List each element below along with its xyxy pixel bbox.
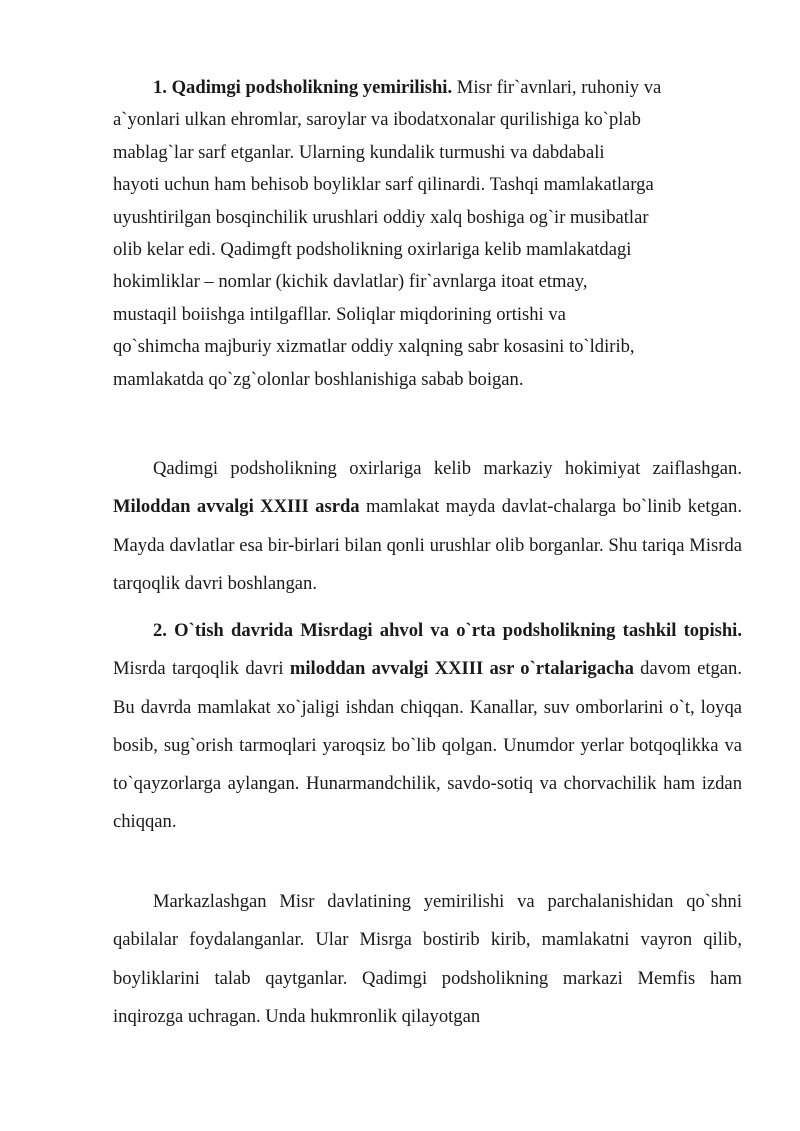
paragraph-3: 2. O`tish davrida Misrdagi ahvol va o`rta podsholikning tashkil topishi. Misrda tarqoqlik davri miloddan avvalgi XXIII asr o`rtalarigacha davom etgan. Bu davrda mamlakat xo`jaligi ishdan chiqqan. Kanallar, suv omborlarini o`t, loyqa bosib, sug`orish tarmoqlari yaroqsiz bo`lib qolgan. Unumdor yerlar botqoqlikka va to`qayzorlarga aylangan. Hunarmandchilik, savdo-sotiq va chorvachilik ham izdan chiqqan. — [113, 620, 742, 833]
p1-line: hokimliklar – nomlar (kichik davlatlar) fir`avnlarga itoat etmay, — [113, 271, 588, 293]
paragraph-2: Qadimgi podsholikning oxirlariga kelib markaziy hokimiyat zaiflashgan. Miloddan avvalgi XXIII asrda mamlakat mayda davlat-chalarga bo`linib ketgan. Mayda davlatlar esa bir-birlari bilan qonli urushlar olib borganlar. Shu tariqa Misrda tarqoqlik davri boshlangan. — [113, 458, 742, 594]
p1-line: mustaqil boiishga intilgafllar. Soliqlar miqdorining ortishi va — [113, 303, 566, 325]
section-heading-1: 1. Qadimgi podsholikning yemirilishi. — [153, 77, 453, 98]
p1-line: uyushtirilgan bosqinchilik urushlari oddiy xalq boshiga og`ir musibatlar — [113, 206, 649, 228]
p1-line: olib kelar edi. Qadimgft podsholikning oxirlariga kelib mamlakatdagi — [113, 239, 632, 261]
emphasis-date: miloddan avvalgi XXIII asr o`rtalarigacha — [289, 658, 634, 680]
paragraph-4: Markazlashgan Misr davlatining yemirilishi va parchalanishidan qo`shni qabilalar foydalanganlar. Ular Misrga bostirib kirib, mamlakatni vayron qilib, boyliklarini talab qaytganlar. Qadimgi podsholikning markazi Memfis ham inqirozga uchragan. Unda hukmronlik qilayotgan — [113, 891, 742, 1027]
p1-line: hayoti uchun ham behisob boyliklar sarf qilinardi. Tashqi mamlakatlarga — [113, 174, 654, 196]
p1-line: a`yonlari ulkan ehromlar, saroylar va ibodatxonalar qurilishiga ko`plab — [113, 109, 641, 131]
p1-line: qo`shimcha majburiy xizmatlar oddiy xalqning sabr kosasini to`ldirib, — [113, 336, 635, 358]
section-heading-2: 2. O`tish davrida Misrdagi ahvol va o`rta podsholikning tashkil topishi. — [153, 620, 742, 641]
p1-line: mablag`lar sarf etganlar. Ularning kundalik turmushi va dabdabali — [113, 141, 605, 163]
paragraph-1 — [113, 72, 742, 396]
p1-line: mamlakatda qo`zg`olonlar boshlanishiga sabab boigan. — [113, 368, 524, 390]
p1-line: Misr fir`avnlari, ruhoniy va — [452, 77, 662, 98]
emphasis-date: Miloddan avvalgi XXIII asrda — [113, 496, 360, 518]
